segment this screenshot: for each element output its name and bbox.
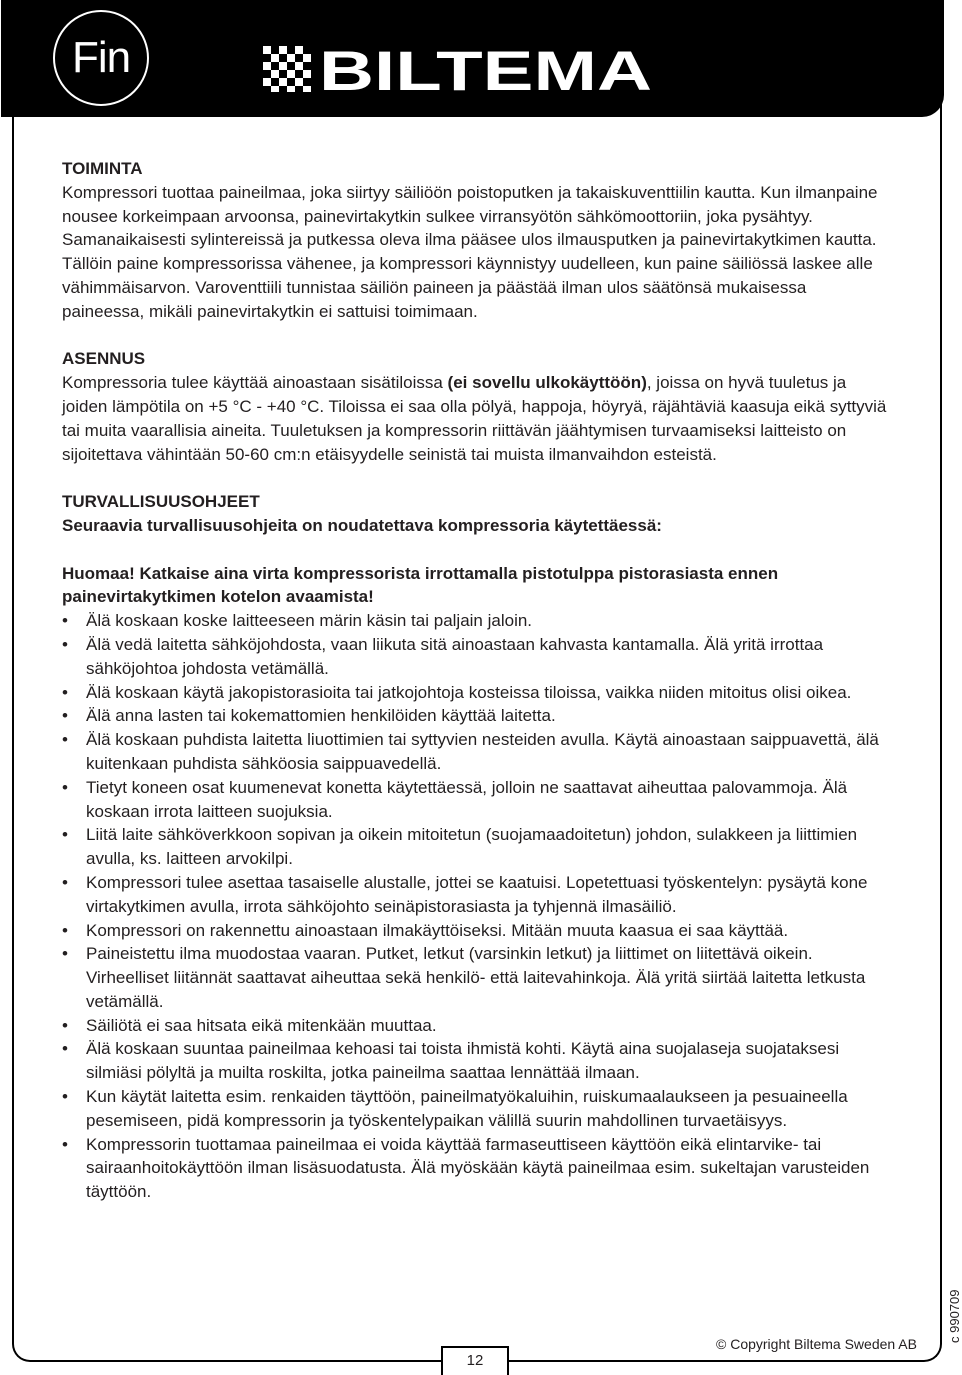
list-item: • Säiliötä ei saa hitsata eikä mitenkään muuttaa. <box>62 1014 892 1038</box>
page-number: 12 <box>441 1346 509 1375</box>
safety-subtitle: Seuraavia turvallisuusohjeita on noudatettava kompressoria käytettäessä: <box>62 515 662 535</box>
list-item: • Älä koskaan koske laitteeseen märin käsin tai paljain jaloin. <box>62 609 892 633</box>
asennus-paragraph <box>62 371 892 466</box>
asennus-heading: ASENNUS <box>62 349 146 369</box>
asennus-text-bold: (ei sovellu ulkokäyttöön) <box>447 373 647 393</box>
list-item: • Älä koskaan puhdista laitetta liuottimien tai syttyvien nesteiden avulla. Käytä ainoastaan saippuavettä, älä kuitenkaan puhdista sähköosia saippuavedellä. <box>62 728 892 776</box>
toiminta-paragraph: Kompressori tuottaa paineilmaa, joka siirtyy säiliöön poistoputken ja takaiskuventtiilin kautta. Kun ilmanpaine nousee korkeimpaan arvoonsa, painevirtakytkin sulkee virransyötön sähkömoottoriin, joka pysähtyy. Samanaikaisesti sylintereissä ja putkessa oleva ilma pääsee ulos ilmausputken ja painevirtakytkimen kautta. Tällöin paine kompressorissa vähenee, ja kompressori käynnistyy uudelleen, kun paine säiliössä laskee alle vähimmäisarvon. Varoventtiili tunnistaa säiliön paineen ja päästää ilman ulos säätönsä mukaisessa paineessa, mikäli painevirtakytkin ei sattuisi toimimaan. <box>62 182 878 321</box>
list-item: • Älä anna lasten tai kokemattomien henkilöiden käyttää laitetta. <box>62 704 892 728</box>
safety-warning: Huomaa! Katkaise aina virta kompressorista irrottamalla pistotulppa pistorasiasta ennen painevirtakytkimen kotelon avaamista! <box>62 563 779 607</box>
safety-list <box>62 609 892 1204</box>
list-item: • Tietyt koneen osat kuumenevat konetta käytettäessä, jolloin ne saattavat aiheuttaa palovammoja. Älä koskaan irrota laitteen suojuksia. <box>62 776 892 824</box>
list-item: • Kompressori tulee asettaa tasaiselle alustalle, jottei se kaatuisi. Lopetettuasi työskentelyn: pysäytä kone virtakytkimen avulla, irrota sähköjohto seinäpistorasiasta ja tyhjennä ilmasäiliö. <box>62 871 892 919</box>
asennus-text-1: Kompressoria tulee käyttää ainoastaan sisätiloissa <box>62 373 448 393</box>
copyright-notice: © Copyright Biltema Sweden AB <box>716 1336 917 1352</box>
list-item: • Kompressorin tuottamaa paineilmaa ei voida käyttää farmaseuttiseen käyttöön eikä elintarvike- tai sairaanhoitokäyttöön ilman lisäsuodatusta. Älä myöskään käytä paineilmaa esim. sukeltajan varusteiden täyttöön. <box>62 1133 892 1204</box>
safety-heading: TURVALLISUUSOHJEET <box>62 492 260 512</box>
biltema-logo <box>263 39 655 102</box>
language-badge: Fin <box>53 10 149 106</box>
list-item: • Paineistettu ilma muodostaa vaaran. Putket, letkut (varsinkin letkut) ja liittimet on liitettävä oikein. Virheelliset liitännät saattavat aiheuttaa sekä henkilö- että laitevahinkoja. Älä yritä siirtää laitetta letkusta vetämällä. <box>62 942 892 1013</box>
list-item: • Älä koskaan suuntaa paineilmaa kehoasi tai toista ihmistä kohti. Käytä aina suojalaseja suojataksesi silmiäsi pölyltä ja muilta roskilta, jotka paineilma saattaa lennättää ilmaan. <box>62 1037 892 1085</box>
list-item: • Kun käytät laitetta esim. renkaiden täyttöön, paineilmatyökaluihin, ruiskumaalaukseen ja pesuaineella pesemiseen, pidä kompressorin ja työskentelypaikan välillä suurin mahdollinen turvaetäisyys. <box>62 1085 892 1133</box>
document-code: c 990709 <box>947 1289 962 1343</box>
list-item: • Älä koskaan käytä jakopistorasioita tai jatkojohtoja kosteissa tiloissa, vaikka niiden mitoitus olisi oikea. <box>62 681 892 705</box>
brand-wordmark: BILTEMA <box>319 39 652 102</box>
list-item: • Liitä laite sähköverkkoon sopivan ja oikein mitoitetun (suojamaadoitetun) johdon, sulakkeen ja liittimien avulla, ks. laitteen arvokilpi. <box>62 823 892 871</box>
toiminta-heading: TOIMINTA <box>62 159 143 178</box>
list-item: • Kompressori on rakennettu ainoastaan ilmakäyttöiseksi. Mitään muuta kaasua ei saa käyttää. <box>62 919 892 943</box>
list-item: • Älä vedä laitetta sähköjohdosta, vaan liikuta sitä ainoastaan kahvasta kantamalla. Älä yritä irrottaa sähköjohtoa johdosta vetämällä. <box>62 633 892 681</box>
document-body <box>62 157 892 1204</box>
asennus-text-2: , joissa on hyvä tuuletus ja joiden lämpötila on +5 °C - +40 °C. Tiloissa ei saa olla pölyä, happoja, höyryä, räjähtäviä kaasuja eikä syttyviä tai muita vaarallisia aineita. Tuuletuksen ja kompressorin riittävän jäähtymisen turvaamiseksi laitteisto on sijoitettava vähintään 50-60 cm:n etäisyydelle seinistä tai muista ilmanvaihdon esteistä. <box>62 373 887 464</box>
